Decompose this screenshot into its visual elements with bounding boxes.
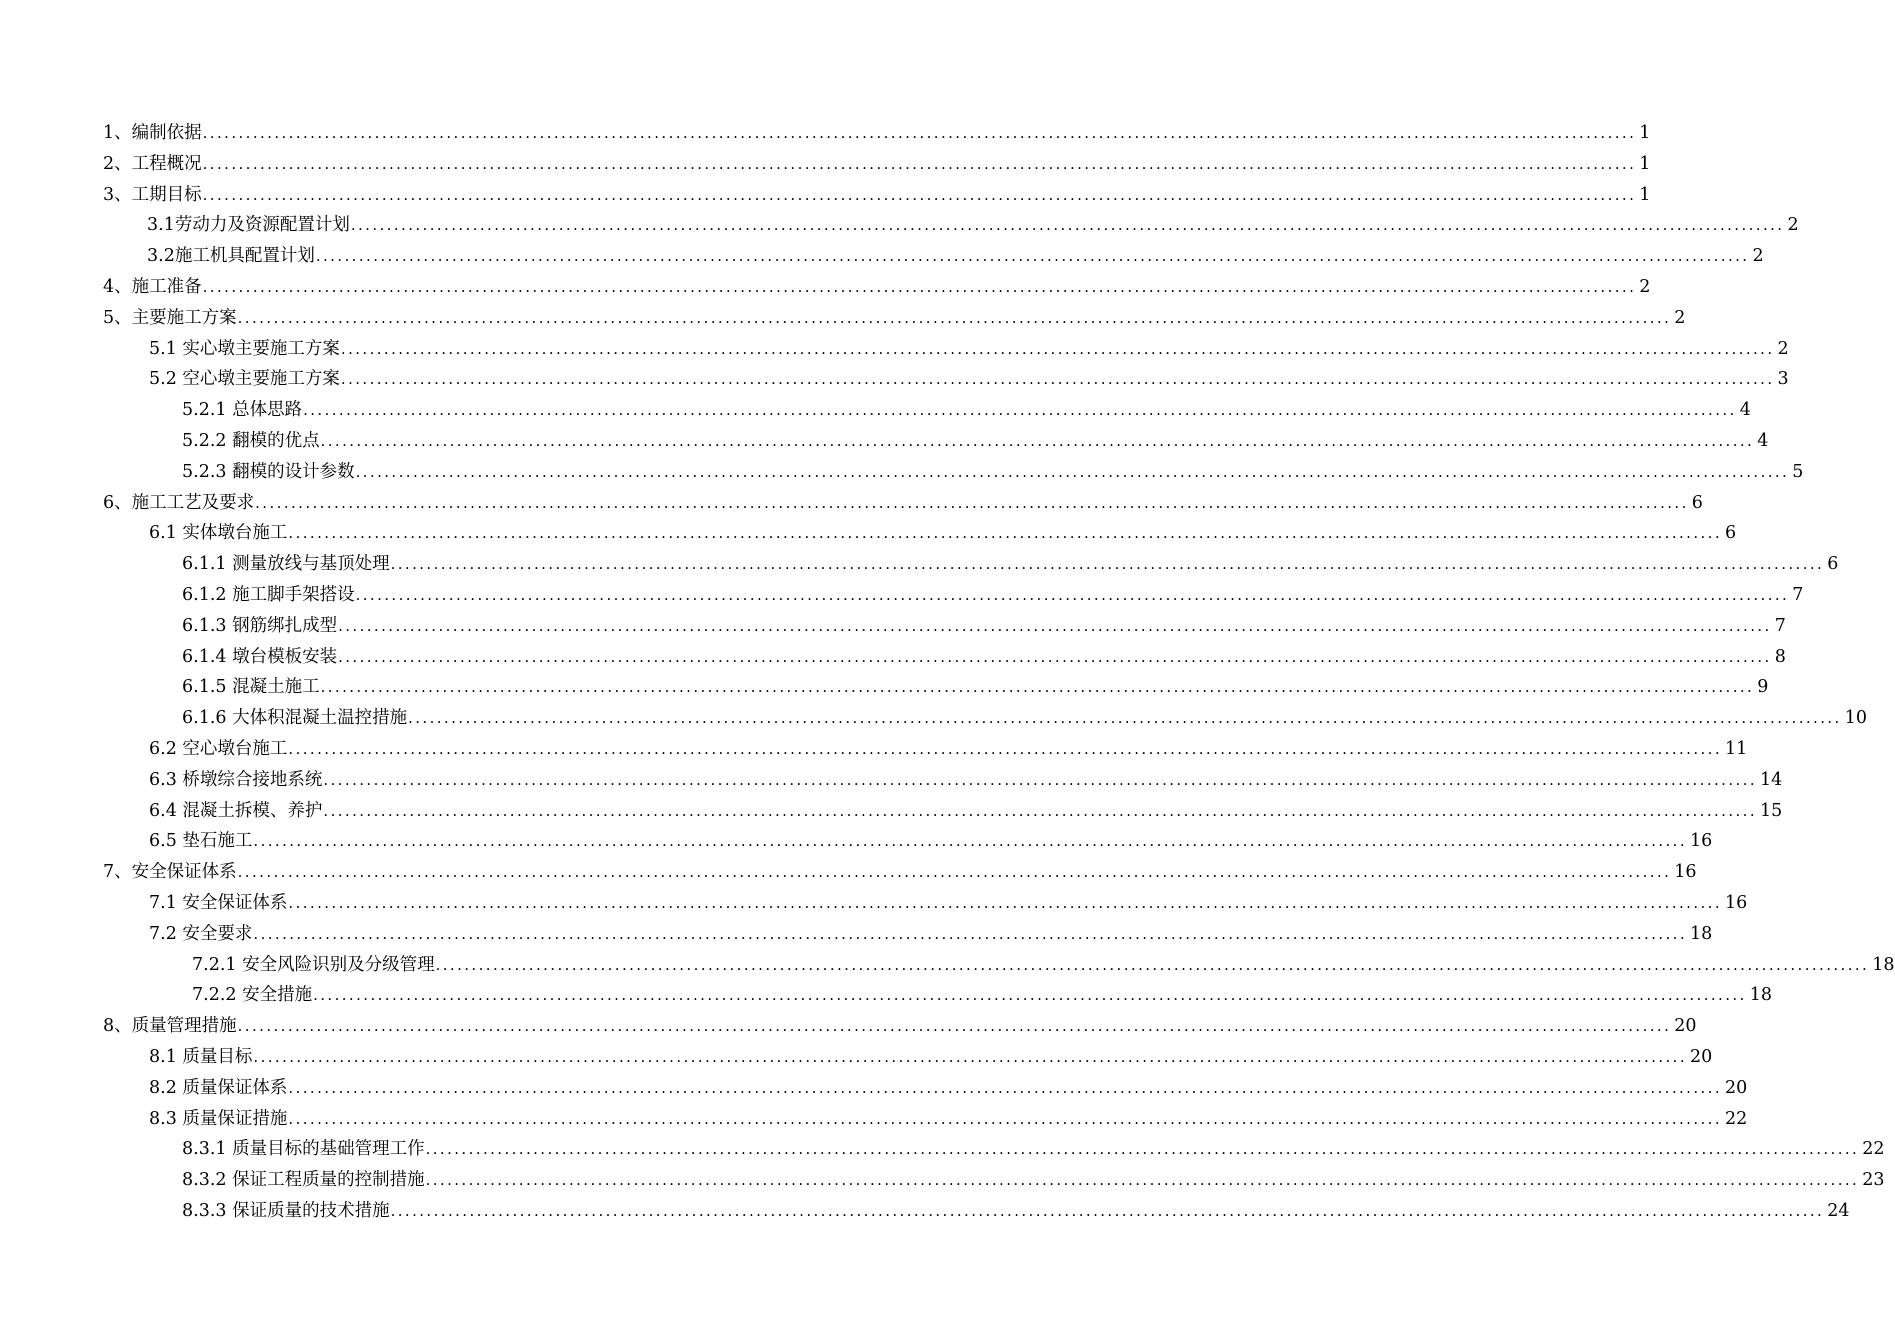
- toc-entry-title: 8.3.1 质量目标的基础管理工作: [182, 1139, 425, 1160]
- toc-entry[interactable]: [103, 241, 1764, 272]
- toc-entry-title: 2、工程概况: [103, 153, 202, 174]
- toc-entry-page-number: 2: [1639, 276, 1651, 297]
- toc-entry-page-number: 2: [1777, 338, 1789, 359]
- toc-entry-page-number: 2: [1787, 215, 1799, 236]
- toc-entry-title: 8.2 质量保证体系: [149, 1077, 288, 1098]
- toc-entry-title: 6.3 桥墩综合接地系统: [149, 769, 323, 790]
- toc-dot-leader: ........................................................................................................................................................................................................: [288, 1078, 1723, 1097]
- toc-dot-leader: ........................................................................................................................................................................................................: [288, 1109, 1723, 1128]
- toc-entry-title: 3.2施工机具配置计划: [147, 246, 315, 267]
- toc-entry[interactable]: [103, 980, 1772, 1011]
- toc-dot-leader: ........................................................................................................................................................................................................: [202, 124, 1637, 142]
- toc-entry-title: 6.5 垫石施工: [149, 831, 253, 852]
- toc-entry[interactable]: [103, 1196, 1850, 1227]
- toc-dot-leader: ........................................................................................................................................................................................................: [315, 247, 1750, 266]
- toc-entry-title: 6.1.5 混凝土施工: [182, 677, 320, 698]
- toc-entry[interactable]: [103, 642, 1786, 673]
- toc-entry-page-number: 1: [1639, 184, 1651, 205]
- toc-entry-page-number: 5: [1792, 461, 1804, 482]
- toc-entry-title: 3、工期目标: [103, 184, 202, 205]
- toc-dot-leader: ........................................................................................................................................................................................................: [202, 277, 1637, 296]
- toc-entry-page-number: 8: [1774, 646, 1786, 667]
- toc-entry[interactable]: [103, 118, 1651, 149]
- toc-dot-leader: ........................................................................................................................................................................................................: [255, 493, 1689, 512]
- toc-entry-page-number: 23: [1862, 1170, 1885, 1191]
- toc-entry[interactable]: [103, 395, 1751, 426]
- toc-dot-leader: ........................................................................................................................................................................................................: [425, 1171, 1860, 1190]
- toc-dot-leader: ........................................................................................................................................................................................................: [390, 1201, 1825, 1220]
- toc-entry-title: 3.1劳动力及资源配置计划: [147, 215, 350, 236]
- toc-entry-title: 6.1.3 钢筋绑扎成型: [182, 615, 338, 636]
- toc-dot-leader: ........................................................................................................................................................................................................: [202, 154, 1637, 173]
- toc-entry-title: 8.1 质量目标: [149, 1046, 253, 1067]
- toc-dot-leader: ........................................................................................................................................................................................................: [355, 585, 1790, 604]
- toc-entry-page-number: 18: [1872, 954, 1895, 975]
- toc-entry[interactable]: [103, 1104, 1748, 1135]
- toc-entry-title: 7、安全保证体系: [103, 862, 237, 883]
- toc-dot-leader: ........................................................................................................................................................................................................: [253, 832, 1688, 851]
- toc-entry-page-number: 9: [1757, 677, 1769, 698]
- toc-entry[interactable]: [103, 364, 1789, 395]
- toc-entry-title: 1、编制依据: [103, 123, 202, 143]
- toc-entry-page-number: 2: [1674, 307, 1686, 328]
- toc-entry-page-number: 18: [1749, 985, 1772, 1006]
- toc-entry[interactable]: [103, 549, 1839, 580]
- toc-dot-leader: ........................................................................................................................................................................................................: [350, 216, 1785, 235]
- toc-entry[interactable]: [103, 796, 1783, 827]
- toc-entry-title: 7.2 安全要求: [149, 923, 253, 944]
- toc-entry-title: 6.4 混凝土拆模、养护: [149, 800, 323, 821]
- toc-entry-page-number: 4: [1739, 400, 1751, 421]
- toc-entry[interactable]: [103, 611, 1786, 642]
- toc-entry-title: 6.2 空心墩台施工: [149, 738, 288, 759]
- toc-entry-page-number: 20: [1725, 1077, 1748, 1098]
- toc-entry-page-number: 1: [1639, 123, 1651, 143]
- toc-entry-page-number: 16: [1690, 831, 1713, 852]
- toc-entry-page-number: 3: [1777, 369, 1789, 390]
- toc-dot-leader: ........................................................................................................................................................................................................: [320, 431, 1755, 450]
- toc-entry[interactable]: [103, 210, 1799, 241]
- toc-entry[interactable]: [103, 1134, 1885, 1165]
- toc-dot-leader: ........................................................................................................................................................................................................: [340, 339, 1775, 358]
- toc-entry-page-number: 20: [1690, 1046, 1713, 1067]
- toc-entry[interactable]: [103, 672, 1769, 703]
- toc-dot-leader: ........................................................................................................................................................................................................: [237, 1017, 1672, 1036]
- toc-entry-title: 4、施工准备: [103, 276, 202, 297]
- toc-entry-title: 5.2.1 总体思路: [182, 400, 303, 421]
- toc-entry-title: 6.1.4 墩台模板安装: [182, 646, 338, 667]
- toc-entry-title: 6.1.2 施工脚手架搭设: [182, 584, 355, 605]
- toc-dot-leader: ........................................................................................................................................................................................................: [202, 185, 1637, 204]
- toc-entry-title: 6.1.6 大体积混凝土温控措施: [182, 708, 408, 729]
- toc-dot-leader: ........................................................................................................................................................................................................: [408, 709, 1842, 728]
- toc-dot-leader: ........................................................................................................................................................................................................: [313, 986, 1747, 1005]
- toc-entry[interactable]: [103, 518, 1737, 549]
- toc-entry[interactable]: [103, 334, 1789, 365]
- toc-entry-page-number: 7: [1792, 584, 1804, 605]
- toc-entry-title: 8.3.3 保证质量的技术措施: [182, 1200, 390, 1221]
- toc-entry[interactable]: [103, 488, 1703, 519]
- toc-dot-leader: ........................................................................................................................................................................................................: [435, 955, 1870, 974]
- toc-dot-leader: ........................................................................................................................................................................................................: [253, 924, 1688, 943]
- toc-entry[interactable]: [103, 1011, 1697, 1042]
- toc-entry-page-number: 20: [1674, 1016, 1697, 1037]
- toc-entry-title: 7.1 安全保证体系: [149, 892, 288, 913]
- toc-entry[interactable]: [103, 826, 1713, 857]
- toc-entry[interactable]: [103, 303, 1686, 334]
- toc-dot-leader: ........................................................................................................................................................................................................: [338, 647, 1772, 666]
- toc-entry-title: 6、施工工艺及要求: [103, 492, 255, 513]
- toc-entry-page-number: 2: [1752, 246, 1764, 267]
- toc-entry-title: 8.3 质量保证措施: [149, 1108, 288, 1129]
- toc-entry-page-number: 6: [1725, 523, 1737, 544]
- toc-entry-title: 5、主要施工方案: [103, 307, 237, 328]
- toc-entry-page-number: 16: [1725, 892, 1748, 913]
- toc-dot-leader: ........................................................................................................................................................................................................: [323, 801, 1758, 820]
- toc-dot-leader: ........................................................................................................................................................................................................: [288, 893, 1723, 912]
- toc-dot-leader: ........................................................................................................................................................................................................: [323, 770, 1758, 789]
- toc-dot-leader: ........................................................................................................................................................................................................: [340, 370, 1775, 389]
- toc-entry[interactable]: [103, 950, 1895, 981]
- toc-entry-title: 6.1 实体墩台施工: [149, 523, 288, 544]
- toc-dot-leader: ........................................................................................................................................................................................................: [288, 524, 1723, 543]
- toc-entry-page-number: 7: [1774, 615, 1786, 636]
- toc-entry-page-number: 16: [1674, 862, 1697, 883]
- toc-dot-leader: ........................................................................................................................................................................................................: [303, 401, 1737, 420]
- toc-dot-leader: ........................................................................................................................................................................................................: [390, 555, 1825, 574]
- toc-dot-leader: ........................................................................................................................................................................................................: [253, 1047, 1688, 1066]
- toc-entry-title: 8、质量管理措施: [103, 1016, 237, 1037]
- toc-dot-leader: ........................................................................................................................................................................................................: [355, 462, 1790, 481]
- toc-entry-page-number: 4: [1757, 430, 1769, 451]
- toc-entry-title: 5.1 实心墩主要施工方案: [149, 338, 340, 359]
- toc-entry[interactable]: [103, 426, 1769, 457]
- toc-dot-leader: ........................................................................................................................................................................................................: [288, 739, 1723, 758]
- toc-entry[interactable]: [103, 703, 1867, 734]
- toc-entry[interactable]: [103, 580, 1804, 611]
- toc-dot-leader: ........................................................................................................................................................................................................: [425, 1140, 1860, 1159]
- toc-entry-page-number: 15: [1760, 800, 1783, 821]
- toc-entry-page-number: 11: [1725, 738, 1748, 759]
- toc-entry-page-number: 6: [1827, 554, 1839, 575]
- toc-entry-page-number: 6: [1691, 492, 1703, 513]
- toc-entry-page-number: 1: [1639, 153, 1651, 174]
- toc-entry[interactable]: [103, 919, 1713, 950]
- toc-dot-leader: ........................................................................................................................................................................................................: [237, 308, 1672, 327]
- toc-entry-page-number: 18: [1690, 923, 1713, 944]
- toc-entry[interactable]: [103, 272, 1651, 303]
- toc-entry[interactable]: [103, 888, 1748, 919]
- toc-dot-leader: ........................................................................................................................................................................................................: [237, 863, 1672, 882]
- toc-entry-title: 7.2.1 安全风险识别及分级管理: [192, 954, 435, 975]
- toc-entry-page-number: 22: [1862, 1139, 1885, 1160]
- toc-dot-leader: ........................................................................................................................................................................................................: [338, 616, 1772, 635]
- toc-entry-page-number: 14: [1760, 769, 1783, 790]
- toc-entry-page-number: 22: [1725, 1108, 1748, 1129]
- toc-entry[interactable]: [103, 734, 1748, 765]
- toc-entry[interactable]: [103, 857, 1697, 888]
- toc-entry[interactable]: [103, 180, 1651, 211]
- toc-entry-page-number: 24: [1827, 1200, 1850, 1221]
- toc-entry-title: 5.2.3 翻模的设计参数: [182, 461, 355, 482]
- toc-entry-title: 6.1.1 测量放线与基顶处理: [182, 554, 390, 575]
- toc-entry-title: 7.2.2 安全措施: [192, 985, 313, 1006]
- toc-entry[interactable]: [103, 1042, 1713, 1073]
- toc-entry-title: 5.2 空心墩主要施工方案: [149, 369, 340, 390]
- toc-entry[interactable]: [103, 765, 1783, 796]
- toc-entry[interactable]: [103, 1165, 1885, 1196]
- toc-entry-page-number: 10: [1844, 708, 1867, 729]
- toc-dot-leader: ........................................................................................................................................................................................................: [320, 678, 1755, 697]
- table-of-contents: [103, 118, 1895, 1227]
- toc-entry[interactable]: [103, 457, 1804, 488]
- toc-entry[interactable]: [103, 1073, 1748, 1104]
- toc-entry-title: 5.2.2 翻模的优点: [182, 430, 320, 451]
- toc-entry[interactable]: [103, 149, 1651, 180]
- toc-entry-title: 8.3.2 保证工程质量的控制措施: [182, 1170, 425, 1191]
